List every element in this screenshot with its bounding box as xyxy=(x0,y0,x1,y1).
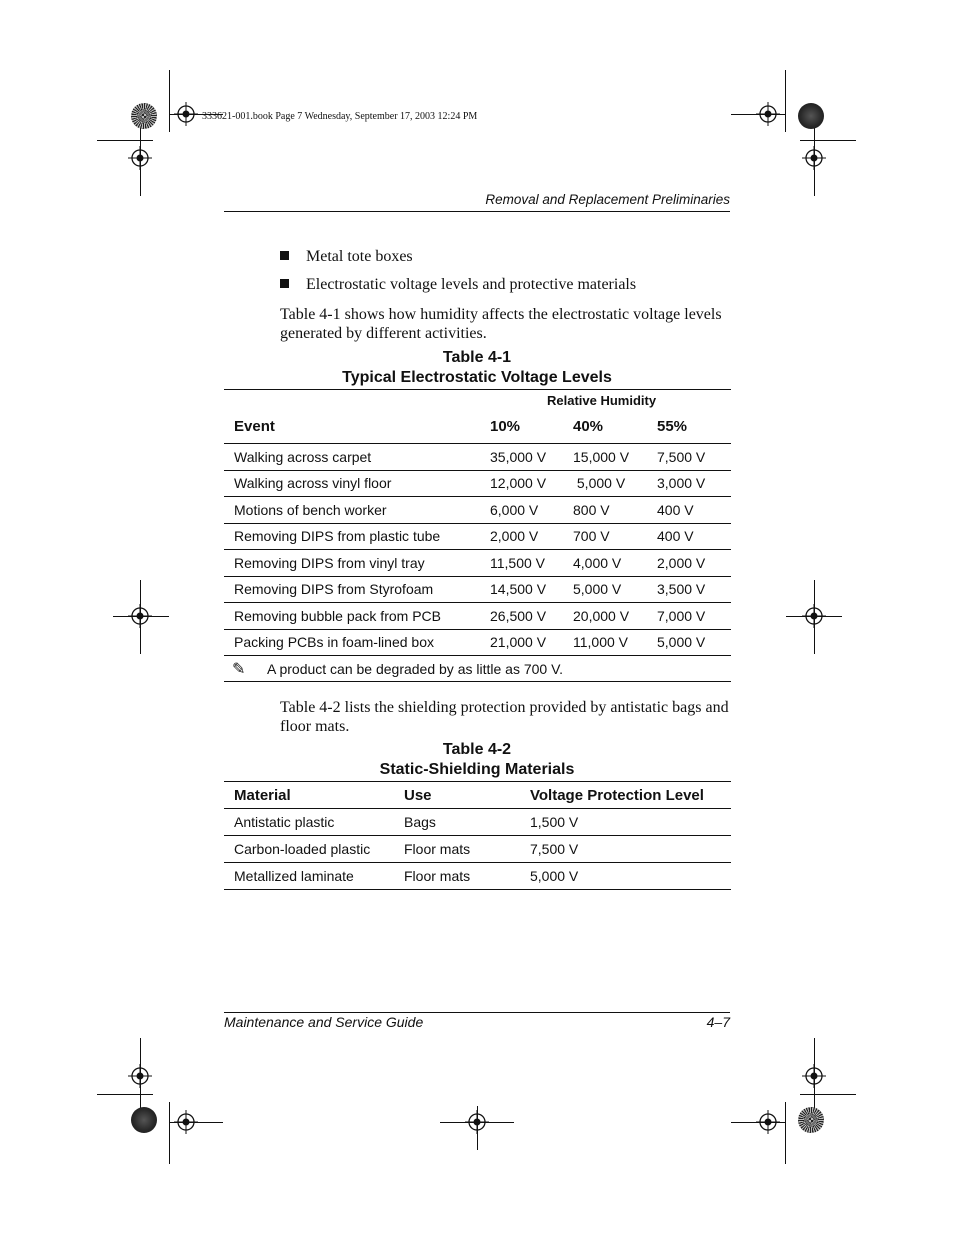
registration-disc-icon xyxy=(131,103,157,129)
table-cell: 5,000 V xyxy=(573,470,657,497)
table-row xyxy=(224,550,731,577)
table-cell: 5,000 V xyxy=(530,863,731,890)
table2-intro: Table 4-2 lists the shielding protection provided by antistatic bags and floor mats. xyxy=(280,699,729,735)
crosshair-icon xyxy=(128,1064,152,1088)
table-cell: 35,000 V xyxy=(490,444,573,471)
table2-caption xyxy=(224,740,730,779)
table-cell: 2,000 V xyxy=(490,523,573,550)
footer-title: Maintenance and Service Guide xyxy=(224,1014,424,1030)
table-cell: 4,000 V xyxy=(573,550,657,577)
table-cell: Floor mats xyxy=(404,863,530,890)
registration-disc-icon xyxy=(798,103,824,129)
registration-disc-icon xyxy=(798,1107,824,1133)
table-cell: 21,000 V xyxy=(490,629,573,656)
table-cell: Carbon-loaded plastic xyxy=(224,836,404,863)
bullet-text: Electrostatic voltage levels and protective materials xyxy=(306,276,637,293)
table-cell: 7,000 V xyxy=(657,603,731,630)
table-cell: Removing DIPS from plastic tube xyxy=(224,523,490,550)
table-cell: 1,500 V xyxy=(530,809,731,836)
column-header: 55% xyxy=(657,410,731,444)
pencil-icon: ✎ xyxy=(232,660,246,678)
square-bullet-icon xyxy=(280,279,289,288)
table1-intro: Table 4-1 shows how humidity affects the electrostatic voltage levels generated by different activities. xyxy=(280,306,722,342)
bullet-item xyxy=(280,276,636,294)
crosshair-icon xyxy=(756,102,780,126)
shielding-materials-table xyxy=(224,781,731,890)
table-row xyxy=(224,629,731,656)
bullet-text: Metal tote boxes xyxy=(306,248,413,265)
table-note-row xyxy=(224,656,731,682)
table-cell: Metallized laminate xyxy=(224,863,404,890)
table-cell: 5,000 V xyxy=(573,576,657,603)
header-rule xyxy=(224,211,730,212)
table-row xyxy=(224,576,731,603)
table-cell: 3,000 V xyxy=(657,470,731,497)
table-row xyxy=(224,863,731,890)
table-cell: 11,000 V xyxy=(573,629,657,656)
table-cell: 3,500 V xyxy=(657,576,731,603)
table-cell: 15,000 V xyxy=(573,444,657,471)
table-cell: Walking across carpet xyxy=(224,444,490,471)
footer-rule xyxy=(224,1012,730,1013)
table1-title: Typical Electrostatic Voltage Levels xyxy=(342,368,612,386)
table-cell: 800 V xyxy=(573,497,657,524)
crosshair-icon xyxy=(128,604,152,628)
table-cell: Removing bubble pack from PCB xyxy=(224,603,490,630)
print-info: 333621-001.book Page 7 Wednesday, September 17, 2003 12:24 PM xyxy=(202,111,478,122)
note-text: A product can be degraded by as little as 700 V. xyxy=(267,660,564,677)
crosshair-icon xyxy=(465,1110,489,1134)
table-cell: Packing PCBs in foam-lined box xyxy=(224,629,490,656)
column-header: Voltage Protection Level xyxy=(530,782,731,809)
table-group-header-row xyxy=(224,390,731,411)
table-cell: 2,000 V xyxy=(657,550,731,577)
table-cell: 700 V xyxy=(573,523,657,550)
table-cell: Removing DIPS from vinyl tray xyxy=(224,550,490,577)
table-cell: 26,500 V xyxy=(490,603,573,630)
column-header: Event xyxy=(224,410,490,444)
column-header: 40% xyxy=(573,410,657,444)
bullet-item xyxy=(280,248,413,266)
column-header: Material xyxy=(224,782,404,809)
table-row xyxy=(224,603,731,630)
square-bullet-icon xyxy=(280,251,289,260)
table-row xyxy=(224,444,731,471)
table-cell: 5,000 V xyxy=(657,629,731,656)
table-row xyxy=(224,497,731,524)
table-cell: 12,000 V xyxy=(490,470,573,497)
table1-number: Table 4-1 xyxy=(442,349,512,366)
table-cell: 7,500 V xyxy=(657,444,731,471)
table-cell: 400 V xyxy=(657,523,731,550)
table-cell: 11,500 V xyxy=(490,550,573,577)
voltage-levels-table xyxy=(224,389,731,682)
table-cell: Motions of bench worker xyxy=(224,497,490,524)
crosshair-icon xyxy=(802,146,826,170)
group-header-relative-humidity: Relative Humidity xyxy=(547,392,657,408)
table-cell: 20,000 V xyxy=(573,603,657,630)
table-cell: 400 V xyxy=(657,497,731,524)
column-header: Use xyxy=(404,782,530,809)
table-cell: 14,500 V xyxy=(490,576,573,603)
table-cell: Removing DIPS from Styrofoam xyxy=(224,576,490,603)
table-row xyxy=(224,470,731,497)
crosshair-icon xyxy=(756,1110,780,1134)
table-row xyxy=(224,809,731,836)
crosshair-icon xyxy=(174,102,198,126)
column-header: 10% xyxy=(490,410,573,444)
table2-number: Table 4-2 xyxy=(442,741,512,758)
table-cell: Antistatic plastic xyxy=(224,809,404,836)
table-cell: 6,000 V xyxy=(490,497,573,524)
table-note xyxy=(224,656,731,682)
running-header: Removal and Replacement Preliminaries xyxy=(485,192,730,207)
page-number: 4–7 xyxy=(706,1014,730,1030)
table-cell: Bags xyxy=(404,809,530,836)
table-header-row xyxy=(224,782,731,809)
crosshair-icon xyxy=(128,146,152,170)
crosshair-icon xyxy=(802,604,826,628)
table-header-row xyxy=(224,410,731,444)
table1-caption xyxy=(224,348,730,387)
crosshair-icon xyxy=(802,1064,826,1088)
registration-disc-icon xyxy=(131,1107,157,1133)
table2-title: Static-Shielding Materials xyxy=(379,760,575,778)
crosshair-icon xyxy=(174,1110,198,1134)
table-row xyxy=(224,523,731,550)
table-cell: Walking across vinyl floor xyxy=(224,470,490,497)
table-cell: Floor mats xyxy=(404,836,530,863)
table-row xyxy=(224,836,731,863)
table-cell: 7,500 V xyxy=(530,836,731,863)
